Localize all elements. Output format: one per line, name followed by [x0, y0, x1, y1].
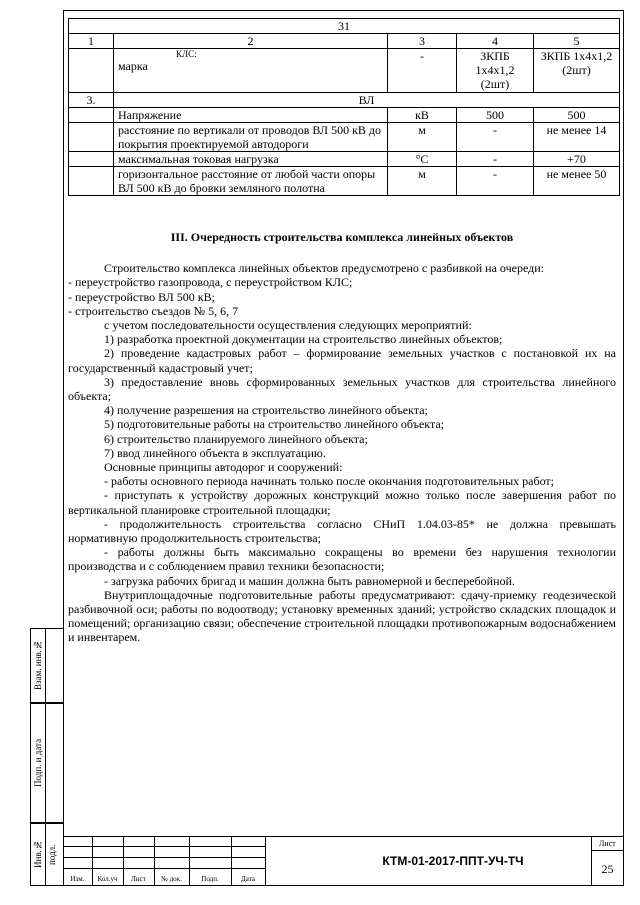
paragraph: - загрузка рабочих бригад и машин должна быть равномерной и бесперебойной. [104, 573, 515, 588]
header-cell: 2 [114, 34, 388, 49]
stamp-col-label: Подп. [201, 875, 219, 883]
row-value-2: ЗКПБ 1х4х1,2 (2шт) [534, 49, 620, 93]
side-divider [45, 824, 46, 885]
row-value-2: не менее 50 [534, 167, 620, 196]
side-block-signature [30, 703, 63, 823]
table-row [69, 152, 620, 167]
row-value-1: ЗКПБ 1х4х1,2 (2шт) [457, 49, 534, 93]
side-label-inventory: Инв.№ подл. [33, 840, 57, 869]
row-unit: кВ [388, 108, 457, 123]
stamp-line [265, 836, 266, 886]
stamp-col-label: Дата [241, 875, 255, 883]
paragraph: 1) разработка проектной документации на строительство линейных объектов; [104, 332, 503, 347]
row-desc-text: Напряжение [114, 108, 388, 123]
row-unit: м [388, 123, 457, 152]
paragraph: - работы должны быть максимально сокращены во времени без нарушения технологии производства и с соблюдением правил техники безопасности; [68, 545, 616, 574]
header-cell: 4 [457, 34, 534, 49]
row-desc-text: марка [118, 59, 148, 73]
paragraph: - строительство съездов № 5, 6, 7 [68, 303, 239, 318]
sheet-label: Лист [599, 839, 616, 848]
table-row [69, 108, 620, 123]
paragraph: 6) строительство планируемого линейного объекта; [104, 431, 368, 446]
row-value-1: 500 [457, 108, 534, 123]
paragraph: - работы основного периода начинать только после окончания подготовительных работ; [104, 474, 554, 489]
row-value-2: +70 [534, 152, 620, 167]
side-block-replacement [30, 628, 63, 703]
table-section-row [69, 93, 620, 108]
stamp-line [63, 857, 265, 858]
row-unit: °С [388, 152, 457, 167]
paragraph: - приступать к устройству дорожных конструкций можно только после завершения работ по вертикальной планировке строительной площадки; [68, 488, 616, 517]
paragraph: - продолжительность строительства согласно СНиП 1.04.03-85* не должна превышать нормативную продолжительность строительства; [68, 516, 616, 546]
row-desc-text: расстояние по вертикали от проводов ВЛ 500 кВ до покрытия проектируемой автодороги [114, 123, 388, 152]
stamp-line [63, 836, 624, 837]
stamp-line [63, 868, 265, 869]
side-block-inventory [30, 823, 63, 886]
table-page-number-row [69, 19, 620, 34]
row-top-label: КЛС: [176, 49, 197, 59]
paragraph: с учетом последовательности осуществления следующих мероприятий: [104, 318, 472, 333]
row-description [114, 49, 388, 93]
table-row [69, 49, 620, 93]
section-title: ВЛ [114, 93, 620, 108]
header-cell: 5 [534, 34, 620, 49]
stamp-col-label: Изм. [70, 875, 85, 883]
row-unit: - [388, 49, 457, 93]
title-block [63, 836, 624, 886]
paragraph: 4) получение разрешения на строительство линейного объекта; [104, 403, 428, 418]
header-cell: 1 [69, 34, 114, 49]
stamp-line [591, 836, 592, 886]
table-header-row [69, 34, 620, 49]
spec-table [68, 18, 620, 196]
side-label-replacement: Взам. инв.№ [33, 640, 43, 691]
stamp-col-label: Кол.уч [97, 875, 118, 883]
sheet-number: 25 [601, 862, 614, 876]
row-desc-text: максимальная токовая нагрузка [114, 152, 388, 167]
stamp-line [63, 846, 265, 847]
page-number-top: 31 [69, 19, 620, 34]
paragraph: Строительство комплекса линейных объектов предусмотрено с разбивкой на очереди: [104, 261, 544, 276]
row-unit: м [388, 167, 457, 196]
paragraph: 7) ввод линейного объекта в эксплуатацию. [104, 445, 326, 460]
row-value-1: - [457, 152, 534, 167]
paragraph: 3) предоставление вновь сформированных земельных участков для строительства линейного объекта; [68, 374, 616, 404]
side-divider [45, 704, 46, 822]
paragraph: 2) проведение кадастровых работ – формирование земельных участков с постановкой их на государственный кадастровый учет; [68, 346, 616, 375]
table-row [69, 167, 620, 196]
document-code: КТМ-01-2017-ППТ-УЧ-ТЧ [382, 854, 524, 868]
stamp-col-label: № док. [161, 875, 182, 883]
paragraph: Внутриплощадочные подготовительные работы предусматривают: сдачу-приемку геодезической разбивочной оси; работы по водоотводу; установку временных зданий; устройство складских площадок и помещений; организацию связи; обеспечение строительной площадки противопожарным водоснабжением и инвентарем. [68, 587, 616, 645]
row-value-2: не менее 14 [534, 123, 620, 152]
row-value-1: - [457, 123, 534, 152]
side-divider [45, 629, 46, 702]
paragraph: - переустройство газопровода, с переустройством КЛС; [68, 275, 353, 290]
paragraph: - переустройство ВЛ 500 кВ; [68, 289, 215, 304]
stamp-line [591, 850, 624, 851]
section-number: 3. [69, 93, 114, 108]
paragraph: Основные принципы автодорог и сооружений: [104, 460, 343, 475]
stamp-col-label: Лист [131, 875, 146, 883]
document-body [68, 230, 616, 645]
table-row [69, 123, 620, 152]
side-label-signature: Подп. и дата [33, 738, 43, 788]
row-value-1: - [457, 167, 534, 196]
row-desc-text: горизонтальное расстояние от любой части опоры ВЛ 500 кВ до бровки земляного полотна [114, 167, 388, 196]
paragraph: 5) подготовительные работы на строительство линейного объекта; [104, 417, 444, 432]
header-cell: 3 [388, 34, 457, 49]
row-number [69, 49, 114, 93]
row-value-2: 500 [534, 108, 620, 123]
section-heading: III. Очередность строительства комплекса линейных объектов [170, 230, 514, 244]
